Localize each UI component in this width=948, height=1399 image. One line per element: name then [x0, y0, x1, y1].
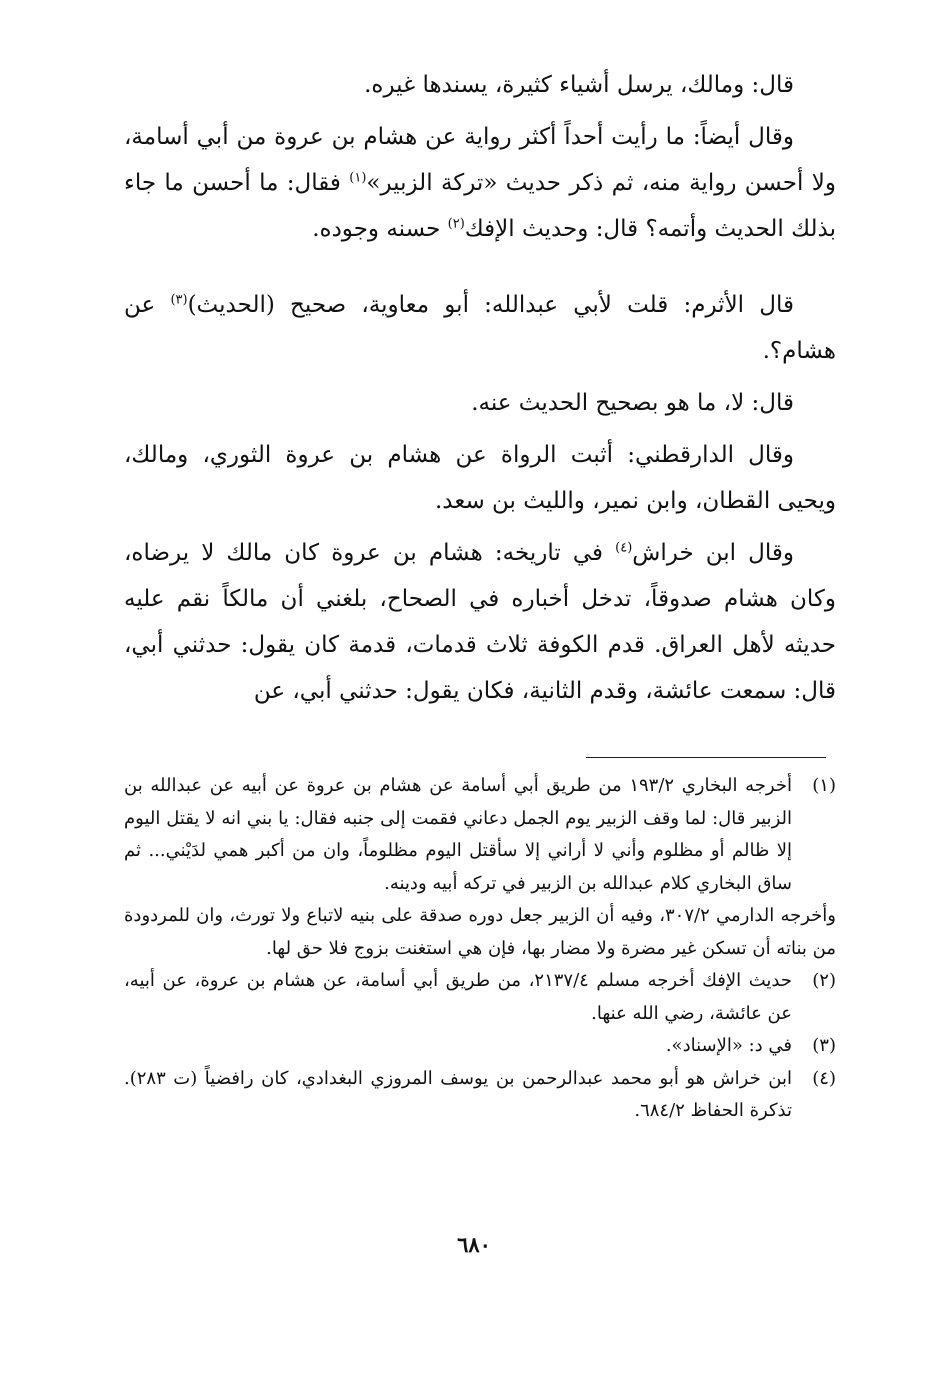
paragraph-5 — [124, 432, 836, 524]
paragraph-2-text-a: وقال أيضاً: ما رأيت أحداً أكثر رواية عن هشام بن عروة من أبي أسامة، ولا أحسن رواية منه، ثم ذكر حديث «تركة الزبير» — [124, 124, 837, 196]
footnote-body — [124, 770, 837, 965]
paragraph-2-text-c: حسنه وجوده. — [312, 216, 448, 242]
paragraph-3-text-a: قال الأثرم: قلت لأبي عبدالله: أبو معاوية، صحيح (الحديث) — [187, 292, 794, 318]
footnote-text: أخرجه البخاري ١٩٣/٢ من طريق أبي أسامة عن هشام بن عروة عن أبيه عن عبدالله بن الزبير قال: لما وقف الزبير يوم الجمل دعاني فقمت إلى جنبه فقال: يا بني انه لا يقتل اليوم إلا ظالم أو مظلوم وأني لا أراني إلا سأقتل اليوم مظلوماً، وان من أكبر همي لدَيْني... ثم ساق البخاري كلام عبدالله بن الزبير في تركه أبيه ودينه. — [124, 775, 792, 894]
paragraph-4-text: قال: لا، ما هو بصحيح الحديث عنه. — [471, 390, 794, 416]
paragraph-6 — [124, 530, 836, 714]
footnote-separator — [586, 757, 826, 758]
paragraph-6-text-a: وقال ابن خراش — [632, 540, 794, 566]
footnote-2 — [124, 965, 836, 1030]
main-text — [124, 62, 836, 720]
footnote-text-continued: وأخرجه الدارمي ٣٠٧/٢، وفيه أن الزبير جعل دوره صدقة على بنيه لاتباع ولا تورث، وان للمردودة من بناته أن تسكن غير مضرة ولا مضار بها، فإن هي استغنت بزوج فلا حق لها. — [124, 905, 837, 959]
footnotes — [124, 770, 836, 1128]
footnote-ref-3: (٣) — [170, 292, 188, 308]
footnote-4 — [124, 1063, 836, 1128]
paragraph-2 — [124, 114, 836, 252]
paragraph-2-text-b: فقال: ما أحسن ما جاء بذلك الحديث وأتمه؟ قال: وحديث الإفك — [124, 170, 836, 242]
footnote-text: حديث الإفك أخرجه مسلم ٢١٣٧/٤، من طريق أبي أسامة، عن هشام بن عروة، عن أبيه، عن عائشة، رضي الله عنها. — [124, 970, 792, 1024]
footnote-number: (٣) — [812, 1035, 836, 1056]
footnote-3 — [124, 1030, 836, 1063]
page-number: ٦٨٠ — [457, 1232, 491, 1257]
paragraph-3-text-b: عن هشام؟. — [124, 292, 836, 364]
paragraph-3 — [124, 282, 836, 374]
footnote-body — [124, 1030, 792, 1063]
footnote-1 — [124, 770, 836, 965]
footnote-ref-1: (١) — [349, 170, 367, 186]
footnote-ref-2: (٢) — [447, 216, 465, 232]
footnote-text: ابن خراش هو أبو محمد عبدالرحمن بن يوسف المروزي البغدادي، كان رافضياً (ت ٢٨٣). تذكرة الحفاظ ٦٨٤/٢. — [124, 1067, 792, 1121]
footnote-body — [124, 965, 792, 1030]
footnote-text: في د: «الإسناد». — [665, 1035, 792, 1056]
footnote-body — [124, 1063, 792, 1128]
paragraph-1 — [124, 62, 836, 108]
paragraph-4 — [124, 380, 836, 426]
footnote-number: (٢) — [812, 970, 836, 991]
paragraph-6-text-b: في تاريخه: هشام بن عروة كان مالك لا يرضاه، وكان هشام صدوقاً، تدخل أخباره في الصحاح، بلغني أن مالكاً نقم عليه حديثه لأهل العراق. قدم الكوفة ثلاث قدمات، قدمة كان يقول: حدثني أبي، قال: سمعت عائشة، وقدم الثانية، فكان يقول: حدثني أبي، عن — [124, 540, 836, 704]
paragraph-1-text: قال: ومالك، يرسل أشياء كثيرة، يسندها غيره. — [364, 72, 794, 98]
paragraph-5-text: وقال الدارقطني: أثبت الرواة عن هشام بن عروة الثوري، ومالك، ويحيى القطان، وابن نمير، والليث بن سعد. — [124, 442, 836, 514]
footnote-number: (٤) — [812, 1067, 836, 1089]
footnote-ref-4: (٤) — [615, 540, 633, 556]
footnote-number: (١) — [812, 775, 836, 796]
